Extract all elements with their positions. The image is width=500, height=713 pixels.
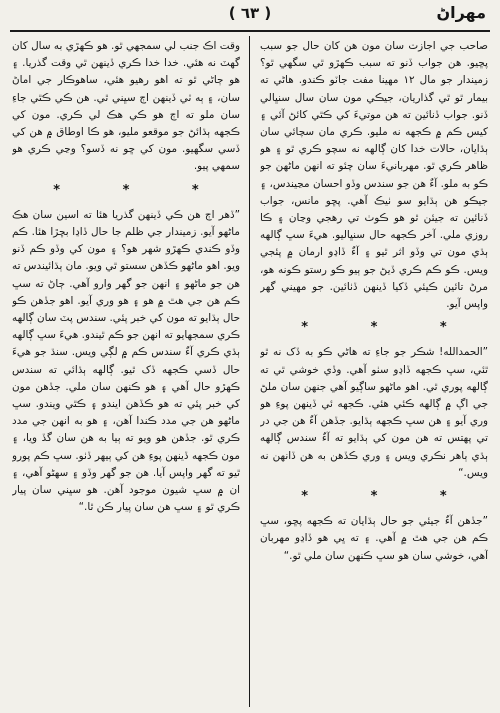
paragraph: ”ڏهر اڄ هن ڪي ڏينهن گذريا هئا ته اسين سان هڪ ماڻهو آيو. زميندار جي ظلم جا حال ڏاڍا بڇڙا هئا. ڪم وڏو ڪندي ڪهڙو شهر هو؟ ۽ مون کي وڏو ڪم ڏنو ويو. اهو ماڻهو ڪڏهن سستو ٿي ويو. مان ٻڌائيندس ته هن جو ماڻهو ۽ انهن جو گهر وارو آهي. ڄاڻ ته سڀ ڪم هن جي هٿ ۾ هو ۽ هو وري آيو. اهو جڏهن ڪو حال ٻڌايو ته مون کي خبر پئي. سندس پٽ سان ڳالهه ڪري سمجهايو ته انهن جو ڪم ٿيندو. هيءَ سڀ ڳالهه ٻڌي ڪري آءٌ سندس ڪم ۾ لڳي ويس. سنڌ جو هيءَ حال ڏسي ڪجهه ڏک ٿيو. ڳالهه ٻڌائي ته سندس ڪهڙو حال آهي ۽ هو ڪنهن سان ملي. جڏهن مون کي خبر پئي ته هو ڪڏهن ايندو ۽ ڪٿي ويندو. سڀ ماڻهو هن جي مدد ڪندا آهن، ۽ هو به انهن جي مدد ڪري ٿو. جڏهن هو ويو ته ٻيا به هن سان گڏ ويا، ۽ مون ڪجهه ڏينهن پوءِ هن کي ٻيهر ڏٺو. سڀ ڪم پورو ٿيو ته گهر واپس آيا. هن جو گهر وڏو ۽ سهڻو آهي، ۽ ان ۾ سڀ شيون موجود آهن. هو سڀني سان پيار ڪري ٿو ۽ سڀ هن سان پيار ڪن ٿا.“ — [12, 208, 240, 514]
page-number: ( ٦٣ ) — [228, 4, 272, 22]
section-separator — [270, 488, 478, 505]
left-column — [12, 38, 240, 708]
right-column — [260, 38, 488, 708]
paragraph: وقت اڪ جنب لي سمجهي ٿو. هو ڪهڙي به سال کان گهٽ نه هئي. خدا خدا ڪري ڏينهن ٿي وقت گذريا. ۽ هو ڄاڻي ٿو ته اهو رهيو هئي، ساهوڪار جي اماڻ سان، ۽ ٻه ٽي ڏينهن اڄ سڀني ٿي. هن ڪي ڪٿي جاءِ سان ملو ته اڄ هو ڪي هڪ لي ڪري. مون کي ڪجهه ٻڌائڻ جو موقعو مليو، هو ڪا اوطاق ۾ هن کي ڏسي سگهيو. مون کي ڇو نه ڏسو؟ وڃي ڪري هو سمهي پيو. — [12, 40, 240, 173]
page-header — [10, 2, 490, 28]
section-separator — [270, 319, 478, 336]
section-separator — [22, 182, 230, 199]
separator-star: * — [53, 182, 61, 198]
separator-star: * — [439, 320, 447, 336]
separator-star: * — [301, 320, 309, 336]
paragraph: ”الحمدالله! شڪر جو جاءِ ته هاڻي ڪو به ڏک نه ٿو ٿئي، سڀ ڪجهه ڏاڍو سٺو آهي. وڏي خوشي ٿي ته ڳالهه پوري ٿي. اهو ماڻهو ساڳيو آهي جنهن سان ملڻ جي اڳ ۾ ڳالهه ڪئي هئي. ڪجهه ئي ڏينهن پوءِ هو وري آيو ۽ هن سڀ ڪجهه ٻڌايو. جڏهن آءٌ هن جي در تي پهتس ته هن مون کي ٻڌايو ته آءٌ سندس ڳالهه ٻڌي ٻاهر نڪري ويس ۽ وري ڪڏهن به هن ڏانهن نه ويس.“ — [260, 346, 488, 479]
separator-star: * — [191, 182, 199, 198]
separator-star: * — [370, 489, 378, 505]
header-rule — [10, 30, 490, 32]
separator-star: * — [301, 489, 309, 505]
paragraph: ”جڏهن آءٌ جيئي جو حال ٻڌايان ته ڪجهه پڇو، سڀ ڪم هن جي هٿ ۾ آهي. ۽ ته ڀي هو ڏاڍو مهربان آهي، خوشي سان هو سڀ ڪنهن سان ملي ٿو.“ — [260, 515, 488, 562]
separator-star: * — [370, 320, 378, 336]
magazine-title: مهراڻ — [436, 3, 486, 22]
separator-star: * — [439, 489, 447, 505]
column-divider — [249, 36, 250, 707]
paragraph: صاحب جي اجازت سان مون هن کان حال جو سبب پڇيو. هن جواب ڏنو ته سبب ڪهڙو ٿي سگهي ٿو؟ زميندار جو مال ۱۲ مهينا مفت جاٽو ڪندو. هاڻي ته بيمار ٿو ٿي گذاريان، جيڪي مون سان سال سنڀالي ڏنو. جواب ڏنائين ته هن موتيءَ کي ڪٿي کائڻ آئي ۽ کيس ڪم ۾ ڪجهه نه مليو. ڪري مان سچائي سان ٻڌايان، حالات خدا کان ڳالهه نه سچو ڪري ٿو ۽ هو ظاهر ڪري ٿو. مهربانيءَ سان چئو ته انهن ماڻهن جو ڪو به ملو. آءٌ هن جو سندس وڏو احسان مڃيندس، ۽ جيڪو هن ٻڌايو سو ٺيڪ آهي. پڇو مانس، جواب ڏنائين ته جيئن ٿو هو ڪوٺ تي رهجي وڃان ۽ ڪا روزي ملي. آخر ڪجهه حال سنڀاليو. هيءَ سڀ ڳالهه ٻڌي مون تي وڏو اثر ٿيو ۽ آءٌ ڏاڍو ارمان ۾ پئجي ويس. ڪو ڪم ڪري ڏيڻ جو ٻيو ڪو رستو ڪونه هو، مرڻ تائين ڪيئي ڏکيا ڏينهن ڏٺائين. جو مهيني گهر واپس آيو. — [260, 40, 488, 311]
separator-star: * — [122, 182, 130, 198]
